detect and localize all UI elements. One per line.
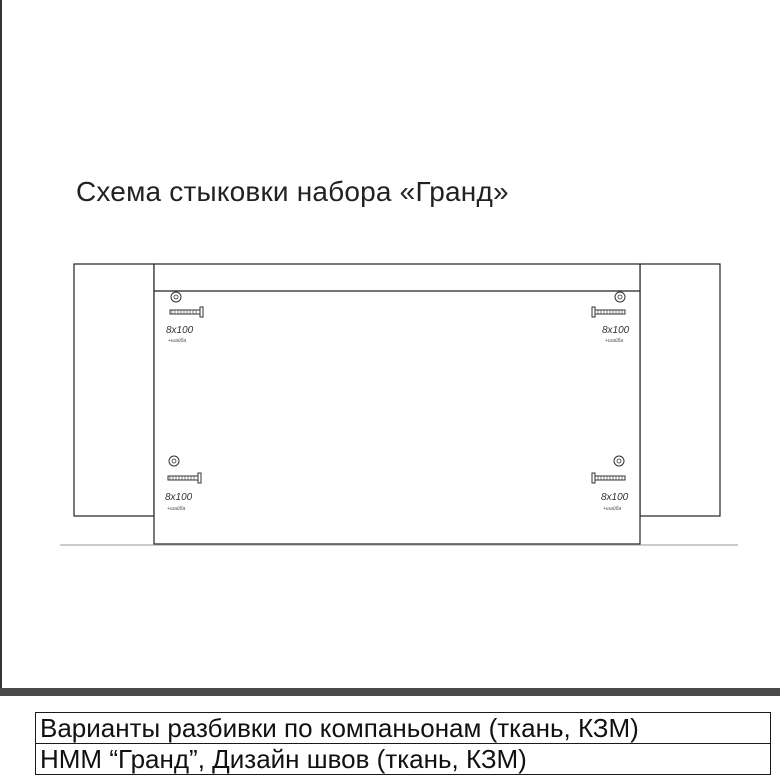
table-cell-link[interactable]: НММ “Гранд”, Дизайн швов (ткань, КЗМ)	[36, 744, 771, 775]
section-divider	[0, 688, 780, 696]
bolt-size-label: 8x100	[166, 325, 194, 336]
bolt-sub-label: +шайба	[168, 338, 187, 344]
bolt-size-label: 8x100	[602, 325, 630, 336]
bolt-sub-label: +шайба	[603, 506, 622, 512]
diagram-title: Схема стыковки набора «Гранд»	[76, 176, 509, 207]
right-armrest	[640, 264, 720, 516]
table-row	[36, 744, 771, 775]
left-armrest	[74, 264, 154, 516]
links-table	[35, 712, 771, 775]
central-module	[154, 264, 640, 544]
bolt-sub-label: +шайба	[605, 338, 624, 344]
bolt-sub-label: +шайба	[167, 506, 186, 512]
table-cell-link[interactable]: Варианты разбивки по компаньонам (ткань, КЗМ)	[36, 713, 771, 744]
table-row	[36, 713, 771, 744]
bolt-size-label: 8x100	[165, 492, 193, 503]
bolt-size-label: 8x100	[601, 492, 629, 503]
